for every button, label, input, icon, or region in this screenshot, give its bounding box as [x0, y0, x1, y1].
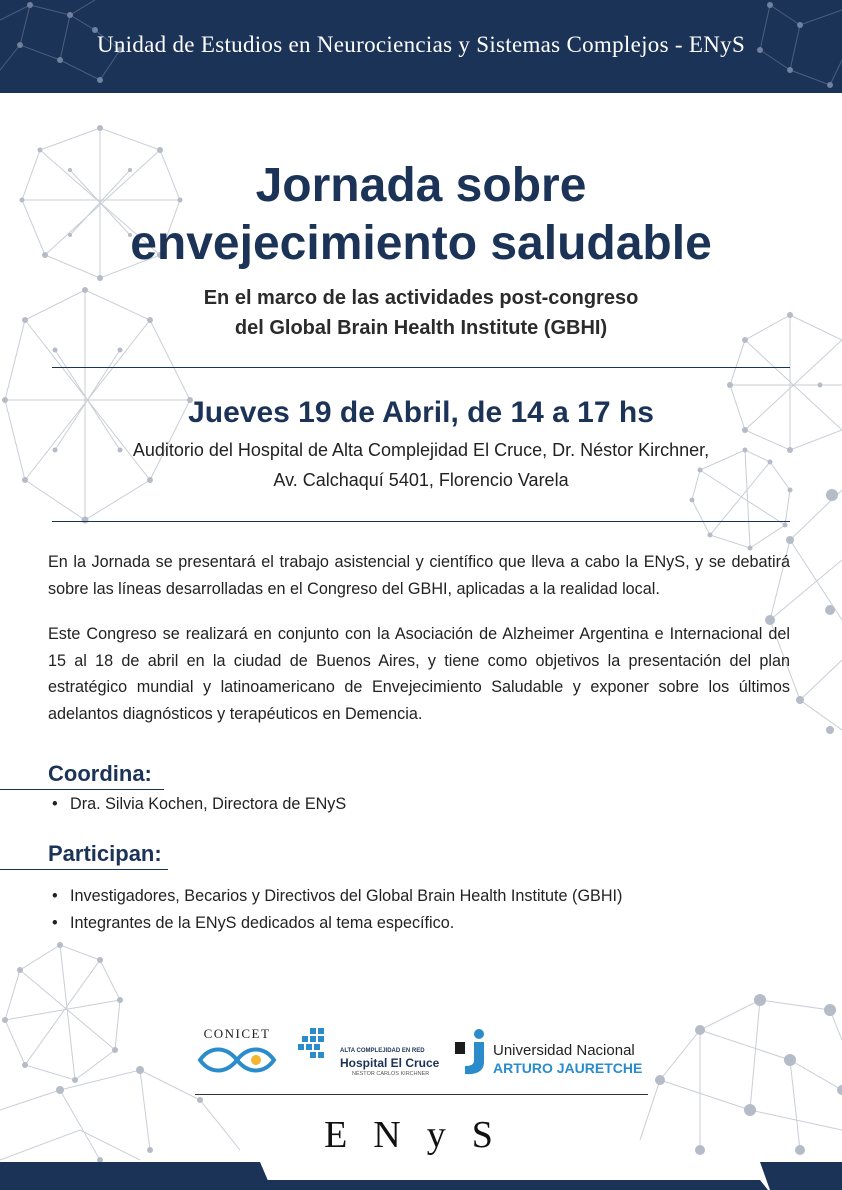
participan-item [52, 914, 454, 933]
hospital-name-text: Hospital El Cruce [340, 1056, 440, 1070]
header-band [0, 0, 842, 93]
participan-item-text: Integrantes de la ENyS dedicados al tema específico. [70, 914, 455, 932]
event-venue-line-2: Av. Calchaquí 5401, Florencio Varela [273, 470, 569, 490]
unaj-line-2: ARTURO JAURETCHE [493, 1060, 643, 1076]
event-date: Jueves 19 de Abril, de 14 a 17 hs [188, 396, 654, 429]
hospital-sub-text: NÉSTOR CARLOS KIRCHNER [352, 1071, 430, 1077]
hospital-cross-icon [298, 1028, 336, 1064]
divider-bottom [52, 521, 790, 522]
coordina-underline [0, 789, 164, 790]
bullet-dot: • [52, 795, 58, 813]
participan-heading: Participan: [48, 841, 162, 866]
conicet-wordmark: CONICET [203, 1026, 271, 1041]
hospital-el-cruce-logo [298, 1028, 448, 1080]
footer-divider [195, 1094, 648, 1095]
conicet-emblem-icon [192, 1042, 282, 1076]
event-subtitle-line-1: En el marco de las actividades post-congreso [203, 287, 639, 309]
participan-item [52, 887, 622, 906]
unaj-emblem-icon [455, 1028, 489, 1076]
event-venue-line-1: Auditorio del Hospital de Alta Complejidad El Cruce, Dr. Néstor Kirchner, [132, 440, 710, 460]
header-title: Unidad de Estudios en Neurociencias y Sistemas Complejos - ENyS [96, 32, 746, 57]
footer-band [0, 1150, 842, 1190]
coordina-item-text: Dra. Silvia Kochen, Directora de ENyS [70, 795, 347, 813]
event-title-line-1: Jornada sobre [255, 159, 587, 212]
body-paragraph-2: Este Congreso se realizará en conjunto con la Asociación de Alzheimer Argentina e Internacional del 15 al 18 de abril en la ciudad de Buenos Aires, y tiene como objetivos la presentación del plan estratégico mundial y latinoamericano de Envejecimiento Saludable y exponer sobre los últimos adelantos diagnósticos y terapéuticos en Demencia. [48, 625, 790, 723]
bullet-dot: • [52, 914, 58, 932]
footer-enys-wordmark: ENyS [324, 1114, 519, 1156]
divider-top [52, 367, 790, 368]
coordina-heading: Coordina: [48, 761, 152, 786]
event-title-line-2: envejecimiento saludable [130, 217, 712, 270]
body-paragraph-1: En la Jornada se presentará el trabajo asistencial y científico que lleva a cabo la ENyS, y se debatirá sobre las líneas desarrolladas en el Congreso del GBHI, aplicadas a la realidad local. [48, 553, 790, 598]
bullet-dot: • [52, 887, 58, 905]
unaj-logo [455, 1028, 655, 1078]
event-subtitle-line-2: del Global Brain Health Institute (GBHI) [234, 317, 608, 339]
unaj-line-1: Universidad Nacional [493, 1042, 635, 1059]
participan-underline [0, 869, 168, 870]
conicet-logo [192, 1026, 282, 1078]
coordina-item [52, 795, 346, 814]
participan-item-text: Investigadores, Becarios y Directivos del Global Brain Health Institute (GBHI) [70, 887, 623, 905]
hospital-top-text: ALTA COMPLEJIDAD EN RED [340, 1048, 425, 1054]
